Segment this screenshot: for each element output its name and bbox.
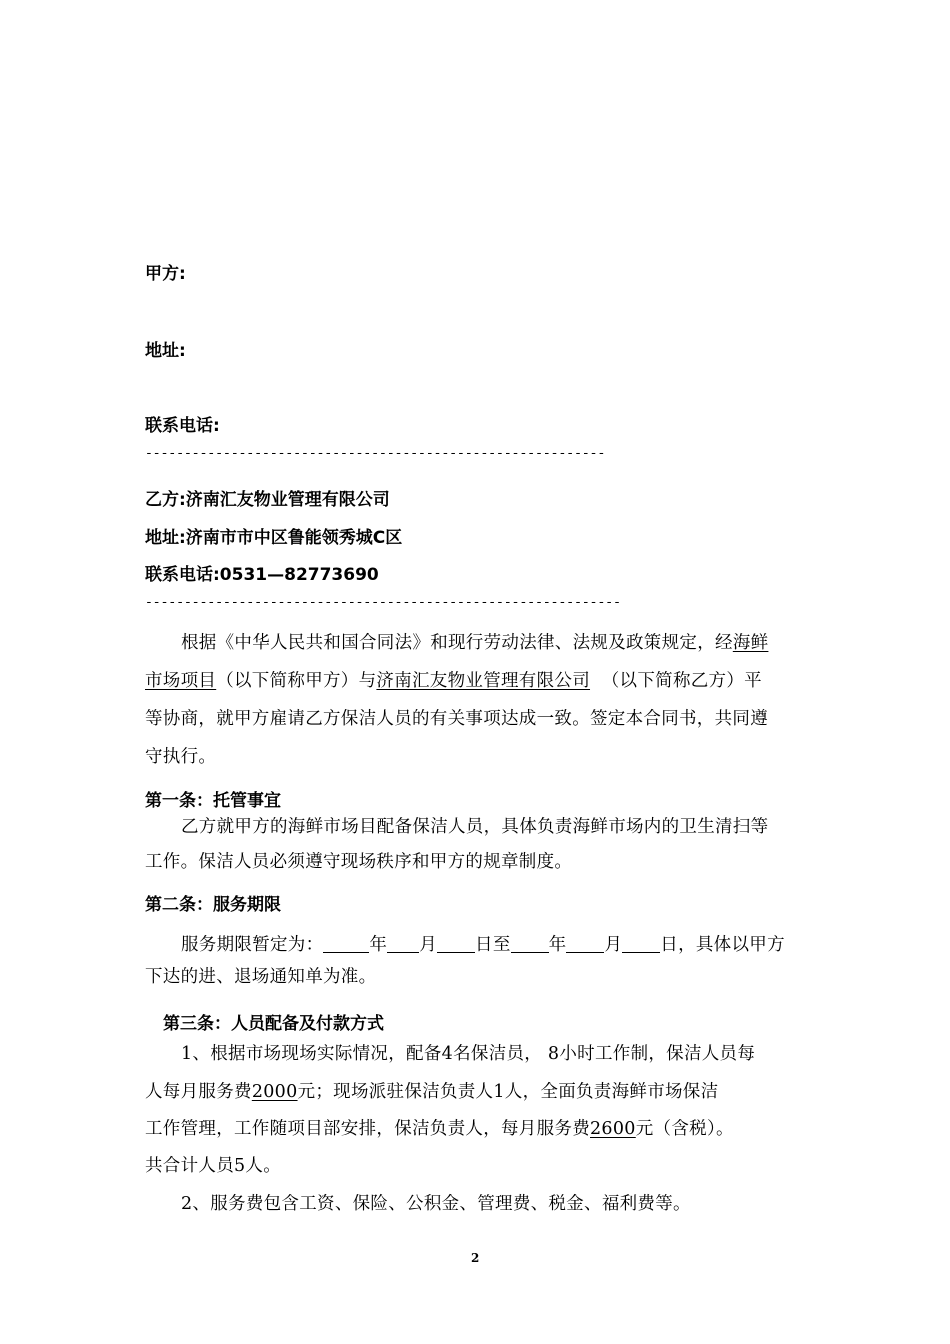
year-blank-2 — [511, 934, 549, 953]
year-blank-1 — [323, 934, 369, 953]
month-blank-1 — [387, 934, 419, 953]
day-blank-2 — [622, 934, 660, 953]
article-1-line-2: 工作。保洁人员必须遵守现场秩序和甲方的规章制度。 — [145, 852, 573, 872]
article-3-item-2: 2、服务费包含工资、保险、公积金、管理费、税金、福利费等。 — [181, 1194, 691, 1214]
party-b-name-line: 乙方:济南汇友物业管理有限公司 — [145, 490, 390, 510]
divider-line-2: ------------------------------------------------------------- — [145, 595, 621, 610]
party-b-phone-line: 联系电话:0531—82773690 — [145, 565, 379, 585]
party-a-address-label: 地址: — [145, 341, 186, 361]
intro-line-2: 市场项目（以下简称甲方）与济南汇友物业管理有限公司 （以下简称乙方）平 — [145, 671, 762, 691]
intro-line-4: 守执行。 — [145, 747, 217, 767]
article-1-heading: 第一条：托管事宜 — [145, 791, 281, 811]
month-blank-2 — [566, 934, 604, 953]
article-1-line-1: 乙方就甲方的海鲜市场目配备保洁人员，具体负责海鲜市场内的卫生清扫等 — [181, 817, 769, 837]
page-number: 2 — [471, 1251, 480, 1265]
article-3-item-1-line-4: 共合计人员5人。 — [145, 1156, 282, 1176]
article-3-item-1-line-1: 1、根据市场现场实际情况，配备4名保洁员， 8小时工作制，保洁人员每 — [181, 1044, 756, 1064]
article-2-line-1: 服务期限暂定为： 年 月 日至 年 月 日，具体以甲方 — [181, 935, 785, 955]
divider-line-1: ----------------------------------------------------------- — [145, 446, 606, 461]
day-blank-1 — [437, 934, 475, 953]
article-2-line-2: 下达的进、退场通知单为准。 — [145, 967, 377, 987]
party-a-phone-label: 联系电话: — [145, 416, 220, 436]
intro-line-3: 等协商，就甲方雇请乙方保洁人员的有关事项达成一致。签定本合同书，共同遵 — [145, 709, 768, 729]
article-3-item-1-line-3: 工作管理，工作随项目部安排，保洁负责人，每月服务费2600元（含税）。 — [145, 1119, 734, 1139]
party-a-name-label: 甲方: — [145, 264, 186, 284]
intro-line-1: 根据《中华人民共和国合同法》和现行劳动法律、法规及政策规定，经海鲜 — [181, 633, 769, 653]
article-3-heading: 第三条：人员配备及付款方式 — [163, 1014, 384, 1034]
party-b-address-line: 地址:济南市市中区鲁能领秀城C区 — [145, 528, 403, 548]
article-3-item-1-line-2: 人每月服务费2000元；现场派驻保洁负责人1人，全面负责海鲜市场保洁 — [145, 1082, 719, 1102]
article-2-heading: 第二条：服务期限 — [145, 895, 281, 915]
